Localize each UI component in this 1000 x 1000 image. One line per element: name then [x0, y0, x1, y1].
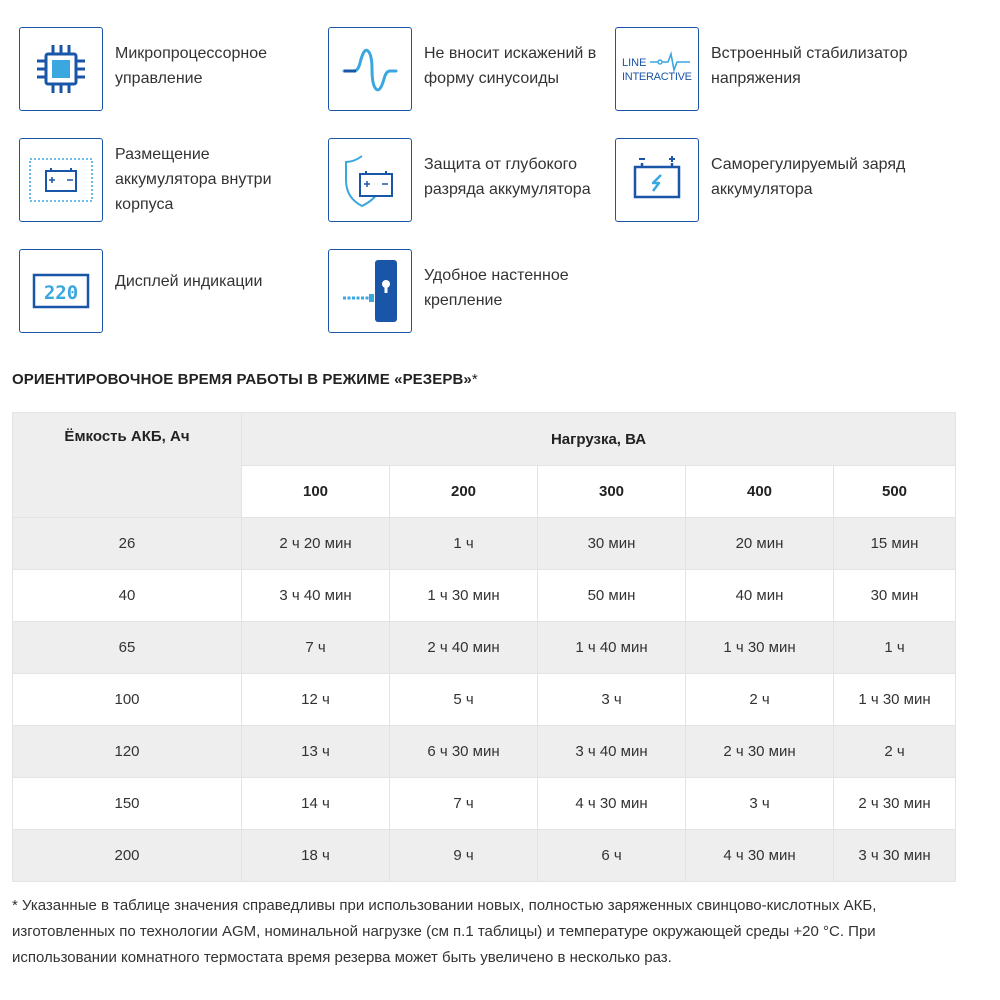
capacity-cell: 200	[13, 830, 242, 882]
runtime-cell: 1 ч	[390, 518, 538, 570]
runtime-cell: 3 ч 40 мин	[538, 726, 686, 778]
section-title-text: ОРИЕНТИРОВОЧНОЕ ВРЕМЯ РАБОТЫ В РЕЖИМЕ «РЕЗЕРВ»	[12, 371, 472, 388]
runtime-cell: 12 ч	[242, 674, 390, 726]
backup-runtime-table	[12, 412, 956, 882]
battery-charge-icon	[615, 138, 699, 222]
feature-text: Защита от глубокого разряда аккумулятора	[424, 156, 591, 198]
feature-text: Микропроцессорное управление	[115, 45, 268, 87]
load-header: Нагрузка, ВА	[242, 413, 956, 466]
load-column-header: 100	[242, 466, 390, 518]
feature-microprocessor	[19, 27, 309, 111]
feature-internal-battery	[19, 138, 309, 222]
load-column-header: 400	[686, 466, 834, 518]
runtime-cell: 1 ч 30 мин	[834, 674, 956, 726]
table-row	[13, 778, 956, 830]
runtime-cell: 1 ч 30 мин	[686, 622, 834, 674]
capacity-header: Ёмкость АКБ, Ач	[13, 413, 242, 518]
runtime-cell: 7 ч	[390, 778, 538, 830]
runtime-cell: 4 ч 30 мин	[538, 778, 686, 830]
runtime-cell: 6 ч	[538, 830, 686, 882]
table-row	[13, 674, 956, 726]
table-row	[13, 570, 956, 622]
capacity-cell: 150	[13, 778, 242, 830]
line-interactive-icon	[615, 27, 699, 111]
wall-mount-icon	[328, 249, 412, 333]
capacity-cell: 65	[13, 622, 242, 674]
feature-text: Встроенный стабилизатор напряжения	[711, 45, 908, 87]
runtime-cell: 2 ч 40 мин	[390, 622, 538, 674]
feature-sine-wave	[328, 27, 618, 111]
runtime-cell: 30 мин	[834, 570, 956, 622]
runtime-cell: 13 ч	[242, 726, 390, 778]
runtime-cell: 9 ч	[390, 830, 538, 882]
display-icon	[19, 249, 103, 333]
runtime-cell: 5 ч	[390, 674, 538, 726]
runtime-cell: 18 ч	[242, 830, 390, 882]
runtime-cell: 1 ч 40 мин	[538, 622, 686, 674]
feature-battery-charge	[615, 138, 955, 222]
runtime-cell: 2 ч	[686, 674, 834, 726]
load-column-header: 200	[390, 466, 538, 518]
runtime-cell: 2 ч 30 мин	[834, 778, 956, 830]
feature-display	[19, 249, 309, 333]
runtime-cell: 50 мин	[538, 570, 686, 622]
capacity-cell: 40	[13, 570, 242, 622]
section-title	[12, 371, 478, 388]
feature-text: Не вносит искажений в форму синусоиды	[424, 45, 597, 87]
runtime-cell: 3 ч 30 мин	[834, 830, 956, 882]
interactive-label: INTERACTIVE	[622, 71, 692, 83]
runtime-cell: 4 ч 30 мин	[686, 830, 834, 882]
footnote: * Указанные в таблице значения справедливы при использовании новых, полностью заряженных свинцово-кислотных АКБ, изготовленных по технологии AGM, номинальной нагрузке (см п.1 таблицы) и температуре окружающей среды +20 °С. При использовании комнатного термостата время резерва может быть увеличено в несколько раз.	[12, 897, 877, 966]
runtime-cell: 40 мин	[686, 570, 834, 622]
feature-battery-protection	[328, 138, 618, 222]
runtime-cell: 7 ч	[242, 622, 390, 674]
load-column-header: 500	[834, 466, 956, 518]
load-column-header: 300	[538, 466, 686, 518]
display-digits: 220	[43, 282, 79, 304]
feature-wall-mount	[328, 249, 618, 333]
microprocessor-icon	[19, 27, 103, 111]
runtime-cell: 2 ч 30 мин	[686, 726, 834, 778]
section-title-footnote-mark: *	[471, 371, 478, 388]
runtime-cell: 2 ч 20 мин	[242, 518, 390, 570]
line-label: LINE	[622, 57, 647, 69]
capacity-cell: 120	[13, 726, 242, 778]
runtime-cell: 2 ч	[834, 726, 956, 778]
feature-line-interactive	[615, 27, 955, 111]
runtime-cell: 30 мин	[538, 518, 686, 570]
runtime-cell: 3 ч	[538, 674, 686, 726]
capacity-cell: 26	[13, 518, 242, 570]
feature-text: Удобное настенное крепление	[424, 267, 569, 309]
internal-battery-icon	[19, 138, 103, 222]
runtime-cell: 20 мин	[686, 518, 834, 570]
sine-wave-icon	[328, 27, 412, 111]
table-row	[13, 518, 956, 570]
runtime-cell: 1 ч 30 мин	[390, 570, 538, 622]
runtime-cell: 6 ч 30 мин	[390, 726, 538, 778]
table-row	[13, 726, 956, 778]
runtime-cell: 15 мин	[834, 518, 956, 570]
feature-text: Размещение аккумулятора внутри корпуса	[115, 146, 272, 213]
table-row	[13, 622, 956, 674]
runtime-cell: 3 ч	[686, 778, 834, 830]
table-row	[13, 830, 956, 882]
battery-shield-icon	[328, 138, 412, 222]
feature-text: Дисплей индикации	[115, 273, 263, 290]
capacity-cell: 100	[13, 674, 242, 726]
runtime-cell: 1 ч	[834, 622, 956, 674]
runtime-cell: 3 ч 40 мин	[242, 570, 390, 622]
runtime-cell: 14 ч	[242, 778, 390, 830]
feature-text: Саморегулируемый заряд аккумулятора	[711, 156, 906, 198]
